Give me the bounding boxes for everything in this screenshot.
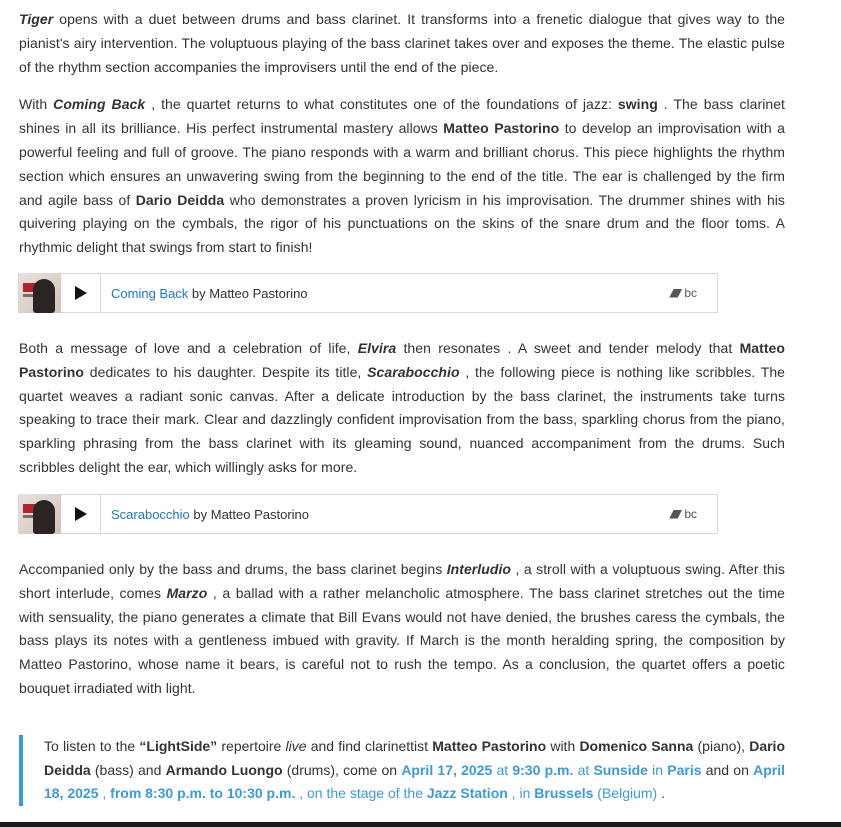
name-dario: Dario Deidda bbox=[135, 191, 225, 208]
name-domenico: Domenico Sanna bbox=[579, 738, 694, 754]
concert-callout bbox=[19, 735, 785, 806]
paragraph-text: then resonates . A sweet and tender melody that bbox=[396, 340, 740, 356]
play-button[interactable] bbox=[61, 273, 101, 313]
paragraph-text: Accompanied only by the bass and drums, the bass clarinet begins bbox=[19, 561, 447, 577]
name-matteo: Matteo Pastorino bbox=[443, 120, 560, 137]
city-paris: Paris bbox=[667, 761, 702, 778]
title-interludio: Interludio bbox=[446, 561, 511, 577]
callout-fragment: in bbox=[647, 761, 668, 778]
name-matteo: Matteo Pastorino bbox=[19, 340, 785, 380]
album-art[interactable] bbox=[19, 494, 61, 534]
track-artist: by Matteo Pastorino bbox=[188, 285, 308, 301]
repertoire-name: “LightSide” bbox=[139, 738, 218, 754]
live-word: live bbox=[285, 738, 307, 754]
paragraph-interludio bbox=[19, 558, 785, 701]
callout-fragment: at bbox=[492, 761, 513, 778]
callout-fragment: (Belgium) bbox=[593, 785, 658, 802]
album-art[interactable] bbox=[19, 273, 61, 313]
callout-fragment: and find clarinettist bbox=[306, 738, 433, 754]
name-matteo: Matteo Pastorino bbox=[432, 738, 547, 754]
paragraph-tiger bbox=[19, 8, 785, 79]
callout-fragment: repertoire bbox=[217, 738, 286, 754]
bandcamp-icon bbox=[669, 289, 682, 298]
bandcamp-icon bbox=[669, 510, 682, 519]
bandcamp-logo[interactable] bbox=[669, 286, 697, 300]
callout-fragment: , in bbox=[507, 785, 535, 802]
venue-jazz-station: Jazz Station bbox=[426, 785, 508, 802]
callout-fragment: with bbox=[546, 738, 580, 754]
callout-fragment: . bbox=[657, 785, 665, 802]
article-body bbox=[19, 8, 785, 274]
paragraph-elvira bbox=[19, 337, 785, 480]
paragraph-text: dedicates to his daughter. Despite its title, bbox=[84, 363, 368, 380]
callout-fragment: and on bbox=[701, 761, 754, 778]
title-scarabocchio: Scarabocchio bbox=[367, 363, 460, 380]
paragraph-text: , a stroll with a voluptuous swing. After this short interlude, comes bbox=[19, 561, 785, 601]
bandcamp-player-coming-back[interactable] bbox=[18, 273, 718, 313]
track-info bbox=[111, 507, 669, 522]
paragraph-text: , the following piece is nothing like scribbles. The quartet weaves a radiant sonic canvas. After a delicate introduction by the bass clarinet, the instruments take turns speaking to trace their mark. Clear and dazzlingly confident improvisation from the bass, sparkling chorus from the piano, sparkling phrasing from the bass clarinet with its gleaming sound, nuanced accompaniment from the drums. Such scribbles delight the ear, which willingly asks for more. bbox=[19, 363, 786, 475]
callout-fragment: (bass) and bbox=[90, 761, 166, 778]
paragraph-text: opens with a duet between drums and bass clarinet. It transforms into a frenetic dialogue that gives way to the pianist's airy intervention. The voluptuous playing of the bass clarinet takes over and exposes the theme. The elastic pulse of the rhythm section accompanies the improvisers until the end of the piece. bbox=[19, 11, 785, 75]
paragraph-text: to develop an improvisation with a powerful feeling and full of groove. The piano responds with a warm and brilliant chorus. This piece highlights the rhythm section which ensures an unwavering swing from the beginning to the end of the title. The ear is challenged by the firm and agile bass of bbox=[19, 120, 786, 208]
name-armando: Armando Luongo bbox=[165, 761, 283, 778]
bandcamp-player-scarabocchio[interactable] bbox=[18, 494, 718, 534]
callout-fragment: To listen to the bbox=[44, 738, 140, 754]
bottom-divider bbox=[0, 822, 841, 827]
title-tiger: Tiger bbox=[19, 11, 54, 27]
paragraph-coming-back bbox=[19, 93, 785, 260]
bandcamp-logo-text: bc bbox=[684, 286, 697, 300]
callout-fragment: , bbox=[98, 785, 111, 802]
paragraph-text: With bbox=[19, 96, 54, 113]
track-link[interactable]: Scarabocchio bbox=[111, 506, 190, 522]
callout-fragment: (piano), bbox=[693, 738, 750, 754]
city-brussels: Brussels bbox=[534, 785, 594, 802]
paragraph-text: , the quartet returns to what constitutes one of the foundations of jazz: bbox=[145, 96, 618, 113]
paragraph-text: . The bass clarinet shines in all its brilliance. His perfect instrumental mastery allows bbox=[19, 96, 785, 137]
track-link[interactable]: Coming Back bbox=[111, 285, 189, 301]
paragraph-text: who demonstrates a proven lyricism in his improvisation. The drummer shines with his quivering playing on the cymbals, the rigor of his punctuations on the skins of the snare drum and the floor toms. A rhythmic delight that swings from start to finish! bbox=[19, 191, 785, 256]
concert-date-1: April 17, 2025 bbox=[401, 761, 493, 778]
play-button[interactable] bbox=[61, 494, 101, 534]
play-icon bbox=[74, 506, 88, 522]
venue-sunside: Sunside bbox=[593, 761, 648, 778]
callout-text bbox=[44, 735, 785, 806]
concert-time-2: from 8:30 p.m. to 10:30 p.m. bbox=[110, 785, 296, 802]
concert-date-2: April 18, 2025 bbox=[44, 761, 785, 802]
keyword-swing: swing bbox=[617, 96, 658, 113]
track-artist: by Matteo Pastorino bbox=[189, 506, 310, 522]
callout-fragment: , on the stage of the bbox=[295, 785, 427, 802]
name-dario: Dario Deidda bbox=[44, 738, 785, 778]
article-body-3 bbox=[19, 558, 785, 701]
callout-fragment: at bbox=[573, 761, 594, 778]
bandcamp-logo[interactable] bbox=[669, 507, 697, 521]
play-icon bbox=[74, 285, 88, 301]
title-coming-back: Coming Back bbox=[53, 96, 146, 113]
bandcamp-logo-text: bc bbox=[684, 507, 697, 521]
paragraph-text: Both a message of love and a celebration of life, bbox=[19, 340, 358, 356]
callout-fragment: (drums), come on bbox=[282, 761, 402, 778]
paragraph-text: , a ballad with a rather melancholic atmosphere. The bass clarinet stretches out the time with sensuality, the piano generates a climate that Bill Evans would not have denied, the brushes caress the cymbals, the bass plays its notes with a gentleness imbued with gravity. If March is the month heralding spring, the composition by Matteo Pastorino, whose name it bears, is careful not to rush the tempo. As a conclusion, the quartet offers a poetic bouquet irradiated with light. bbox=[19, 584, 785, 696]
title-marzo: Marzo bbox=[166, 584, 208, 601]
concert-time-1: 9:30 p.m. bbox=[512, 761, 574, 778]
track-info bbox=[111, 286, 669, 301]
article-body-2 bbox=[19, 337, 785, 480]
title-elvira: Elvira bbox=[357, 340, 397, 356]
